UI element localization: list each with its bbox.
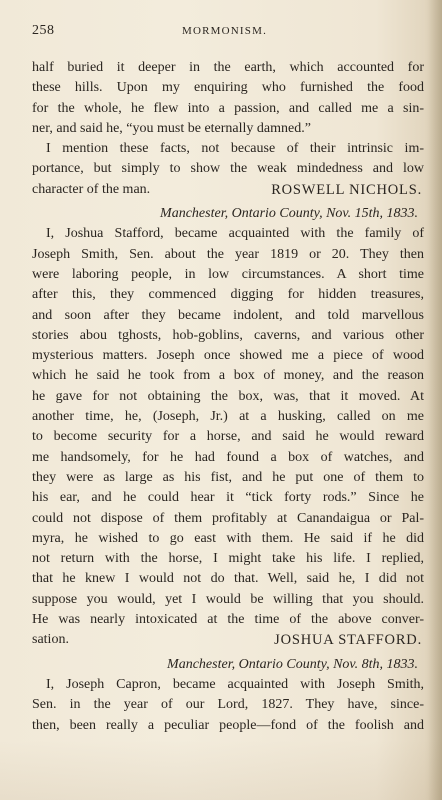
body-text [32, 58, 424, 736]
text-line: that he knew I would not do that. Well, said he, I did not [32, 571, 424, 587]
dateline: Manchester, Ontario County, Nov. 15th, 1833. [160, 206, 418, 222]
text-line: they were as large as his fist, and he put one of them to [32, 469, 424, 485]
text-line: which he said he took from a box of money, and the reason [32, 368, 424, 384]
text-line: another time, he, (Joseph, Jr.) at a husking, called on me [32, 409, 424, 425]
text-line: then, been really a peculiar people—fond of the foolish and [32, 717, 424, 733]
dateline: Manchester, Ontario County, Nov. 8th, 1833. [167, 656, 418, 672]
running-head: MORMONISM. [182, 25, 268, 37]
text-line: suppose you would, yet I would be willing that you should. [32, 591, 424, 607]
text-line: he gave for not obtaining the box, was, that it moved. At [32, 388, 424, 404]
page-number: 258 [32, 23, 55, 38]
text-line: Sen. in the year of our Lord, 1827. They have, since- [32, 697, 424, 713]
page-edge-shadow [428, 0, 442, 800]
page-header [32, 23, 424, 43]
signature-line [32, 630, 424, 650]
text-line: could not dispose of them profitably at Canandaigua or Pal- [32, 510, 424, 526]
text-line: were laboring people, in low circumstances. A short time [32, 266, 424, 282]
text-line: and soon after they became indolent, and told marvellous [32, 307, 424, 323]
signature-roswell-nichols: ROSWELL NICHOLS. [271, 181, 422, 198]
text-line: I, Joseph Capron, became acquainted with Joseph Smith, [46, 676, 424, 692]
text-line: I mention these facts, not because of their intrinsic im- [46, 141, 424, 157]
text-line: ner, and said he, “you must be eternally damned.” [32, 120, 311, 136]
text-line: He was nearly intoxicated at the time of the above conver- [32, 612, 424, 628]
text-line: sation. [32, 632, 69, 648]
text-line: these hills. Upon my enquiring who furnished the food [32, 80, 424, 96]
text-line: portance, but simply to show the weak mindedness and low [32, 161, 424, 177]
text-line: to become security for a horse, and said he would reward [32, 429, 424, 445]
text-line: myra, he wished to go east with them. He said if he did [32, 530, 424, 546]
text-line: half buried it deeper in the earth, which accounted for [32, 60, 424, 75]
text-line: not return with the horse, I might take his life. I replied, [32, 551, 424, 567]
signature-joshua-stafford: JOSHUA STAFFORD. [274, 632, 422, 649]
text-line: I, Joshua Stafford, became acquainted with the family of [46, 226, 424, 242]
text-line: mysterious matters. Joseph once showed me a piece of wood [32, 348, 424, 364]
text-line: after this, they commenced digging for hidden treasures, [32, 287, 424, 303]
text-line: for the whole, he flew into a passion, and called me a sin- [32, 100, 424, 116]
text-line: me handsomely, for he had found a box of watches, and [32, 449, 424, 465]
signature-line [32, 180, 424, 200]
page-bottom-tint [0, 740, 442, 800]
text-line: character of the man. [32, 181, 151, 197]
text-line: Joseph Smith, Sen. about the year 1819 or 20. They then [32, 246, 424, 262]
text-line: stories abou tghosts, hob-goblins, caverns, and various other [32, 327, 424, 343]
text-line: his ear, and he could hear it “tick forty rods.” Since he [32, 490, 424, 506]
